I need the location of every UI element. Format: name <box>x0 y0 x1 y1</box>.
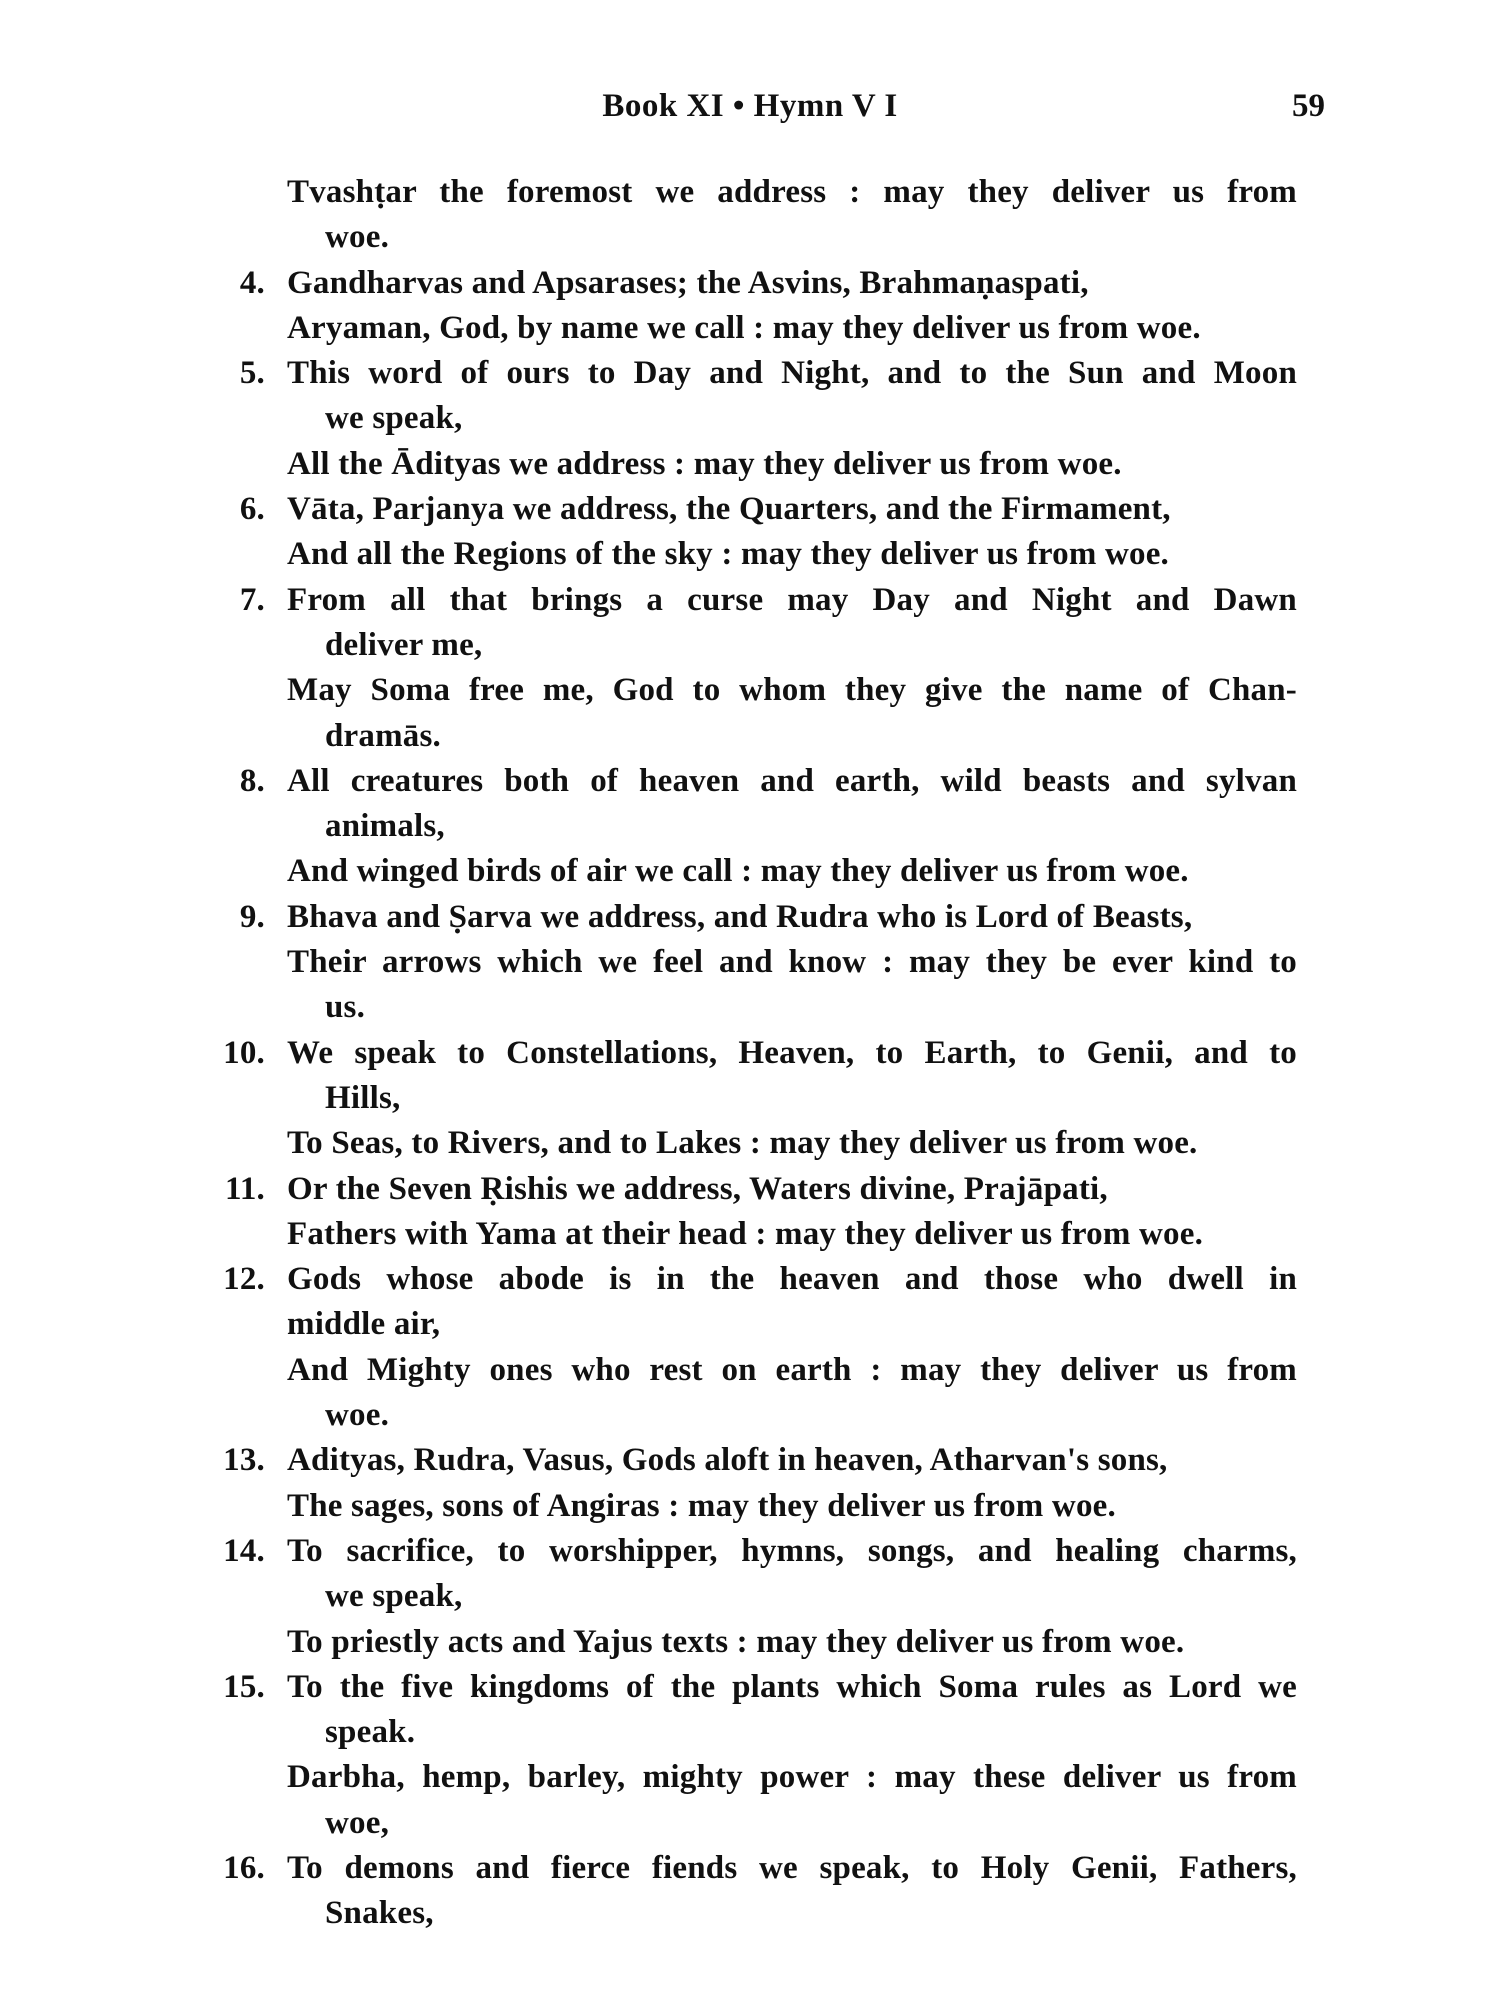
verse-text: The sages, sons of Angiras : may they deliver us from woe. <box>287 1487 1116 1524</box>
verse-text: Or the Seven Ṛishis we address, Waters divine, Prajāpati, <box>287 1170 1108 1207</box>
verse-line <box>0 1801 1500 1846</box>
verse-line-numbered <box>0 578 1500 623</box>
verse-text: And Mighty ones who rest on earth : may they deliver us from <box>287 1351 1297 1388</box>
verse-text: us. <box>325 989 366 1026</box>
verse-line <box>0 532 1500 577</box>
verse-line <box>0 1121 1500 1166</box>
verse-text: Fathers with Yama at their head : may they deliver us from woe. <box>287 1215 1204 1252</box>
verse-number: 8. <box>239 762 265 799</box>
verse-line <box>0 1710 1500 1755</box>
verse-text: Their arrows which we feel and know : may they be ever kind to <box>287 944 1297 981</box>
verse-number: 5. <box>239 355 265 392</box>
verse-line <box>0 668 1500 713</box>
verse-text: Bhava and Ṣarva we address, and Rudra who is Lord of Beasts, <box>287 898 1193 935</box>
verse-text: To demons and fierce fiends we speak, to Holy Genii, Fathers, <box>287 1849 1297 1886</box>
verse-number: 7. <box>239 581 265 618</box>
verse-line <box>0 714 1500 759</box>
verse-line <box>0 396 1500 441</box>
verse-line <box>0 170 1500 215</box>
verse-line-numbered <box>0 1438 1500 1483</box>
verse-line <box>0 1076 1500 1121</box>
verse-text: All creatures both of heaven and earth, wild beasts and sylvan <box>287 762 1297 799</box>
verse-line <box>0 985 1500 1030</box>
verse-number: 11. <box>224 1170 265 1207</box>
verse-text: animals, <box>325 808 445 845</box>
verse-line <box>0 1348 1500 1393</box>
verse-number: 4. <box>239 264 265 301</box>
verse-number: 14. <box>223 1532 265 1569</box>
verse-text: May Soma free me, God to whom they give the name of Chan- <box>287 672 1297 709</box>
verse-number: 15. <box>223 1668 265 1705</box>
verse-text: All the Ādityas we address : may they deliver us from woe. <box>287 445 1122 482</box>
verse-line-numbered <box>0 487 1500 532</box>
verse-number: 6. <box>239 491 265 528</box>
verse-text: We speak to Constellations, Heaven, to Earth, to Genii, and to <box>287 1034 1297 1071</box>
verse-text: This word of ours to Day and Night, and to the Sun and Moon <box>287 355 1297 392</box>
verse-text: Gandharvas and Apsarases; the Asvins, Brahmaṇaspati, <box>287 264 1089 301</box>
page-header <box>0 88 1500 138</box>
verse-line <box>0 1393 1500 1438</box>
verse-text: we speak, <box>325 400 463 437</box>
running-title: Book XI • Hymn V I <box>602 88 898 124</box>
verse-text: To priestly acts and Yajus texts : may they deliver us from woe. <box>287 1623 1185 1660</box>
verse-text: To Seas, to Rivers, and to Lakes : may they deliver us from woe. <box>287 1125 1198 1162</box>
verse-line-numbered <box>0 1529 1500 1574</box>
verse-line <box>0 442 1500 487</box>
verse-text: And winged birds of air we call : may they deliver us from woe. <box>287 853 1189 890</box>
verse-text: woe. <box>325 219 390 256</box>
verse-number: 12. <box>223 1261 265 1298</box>
verse-text: To the five kingdoms of the plants which Soma rules as Lord we <box>287 1668 1297 1705</box>
verse-line-numbered <box>0 1257 1500 1302</box>
hymn-text <box>0 170 1500 1937</box>
verse-number: 9. <box>239 898 265 935</box>
verse-text: Adityas, Rudra, Vasus, Gods aloft in heaven, Atharvan's sons, <box>287 1442 1168 1479</box>
verse-line <box>0 1302 1500 1347</box>
verse-line-numbered <box>0 759 1500 804</box>
verse-line-numbered <box>0 351 1500 396</box>
verse-line <box>0 1891 1500 1936</box>
verse-line <box>0 1755 1500 1800</box>
verse-line <box>0 623 1500 668</box>
verse-line-numbered <box>0 261 1500 306</box>
verse-line <box>0 1212 1500 1257</box>
verse-text: Vāta, Parjanya we address, the Quarters, and the Firmament, <box>287 491 1171 528</box>
verse-text: Gods whose abode is in the heaven and those who dwell in <box>287 1261 1297 1298</box>
verse-line-numbered <box>0 895 1500 940</box>
verse-line-numbered <box>0 1846 1500 1891</box>
verse-text: And all the Regions of the sky : may they deliver us from woe. <box>287 536 1169 573</box>
verse-text: deliver me, <box>325 626 483 663</box>
verse-number: 13. <box>223 1442 265 1479</box>
verse-line-numbered <box>0 1031 1500 1076</box>
verse-line <box>0 1620 1500 1665</box>
verse-line-numbered <box>0 1167 1500 1212</box>
verse-text: To sacrifice, to worshipper, hymns, songs, and healing charms, <box>287 1532 1297 1569</box>
verse-text: Darbha, hemp, barley, mighty power : may these deliver us from <box>287 1759 1297 1796</box>
verse-line-numbered <box>0 1665 1500 1710</box>
verse-text: Tvashṭar the foremost we address : may they deliver us from <box>287 174 1297 210</box>
verse-line <box>0 849 1500 894</box>
page-number: 59 <box>1292 88 1325 124</box>
verse-line <box>0 1574 1500 1619</box>
verse-text: woe, <box>325 1804 390 1841</box>
verse-line <box>0 940 1500 985</box>
verse-line <box>0 1484 1500 1529</box>
verse-number: 16. <box>223 1849 265 1886</box>
verse-number: 10. <box>223 1034 265 1071</box>
verse-text: dramās. <box>325 717 441 754</box>
verse-text: middle air, <box>287 1306 441 1343</box>
verse-text: Hills, <box>325 1079 401 1116</box>
verse-text: woe. <box>325 1397 390 1434</box>
verse-text: From all that brings a curse may Day and Night and Dawn <box>287 581 1297 618</box>
verse-text: speak. <box>325 1714 416 1751</box>
verse-text: we speak, <box>325 1578 463 1615</box>
verse-line <box>0 804 1500 849</box>
verse-text: Snakes, <box>325 1895 434 1932</box>
verse-line <box>0 306 1500 351</box>
verse-line <box>0 215 1500 260</box>
verse-text: Aryaman, God, by name we call : may they deliver us from woe. <box>287 309 1201 346</box>
